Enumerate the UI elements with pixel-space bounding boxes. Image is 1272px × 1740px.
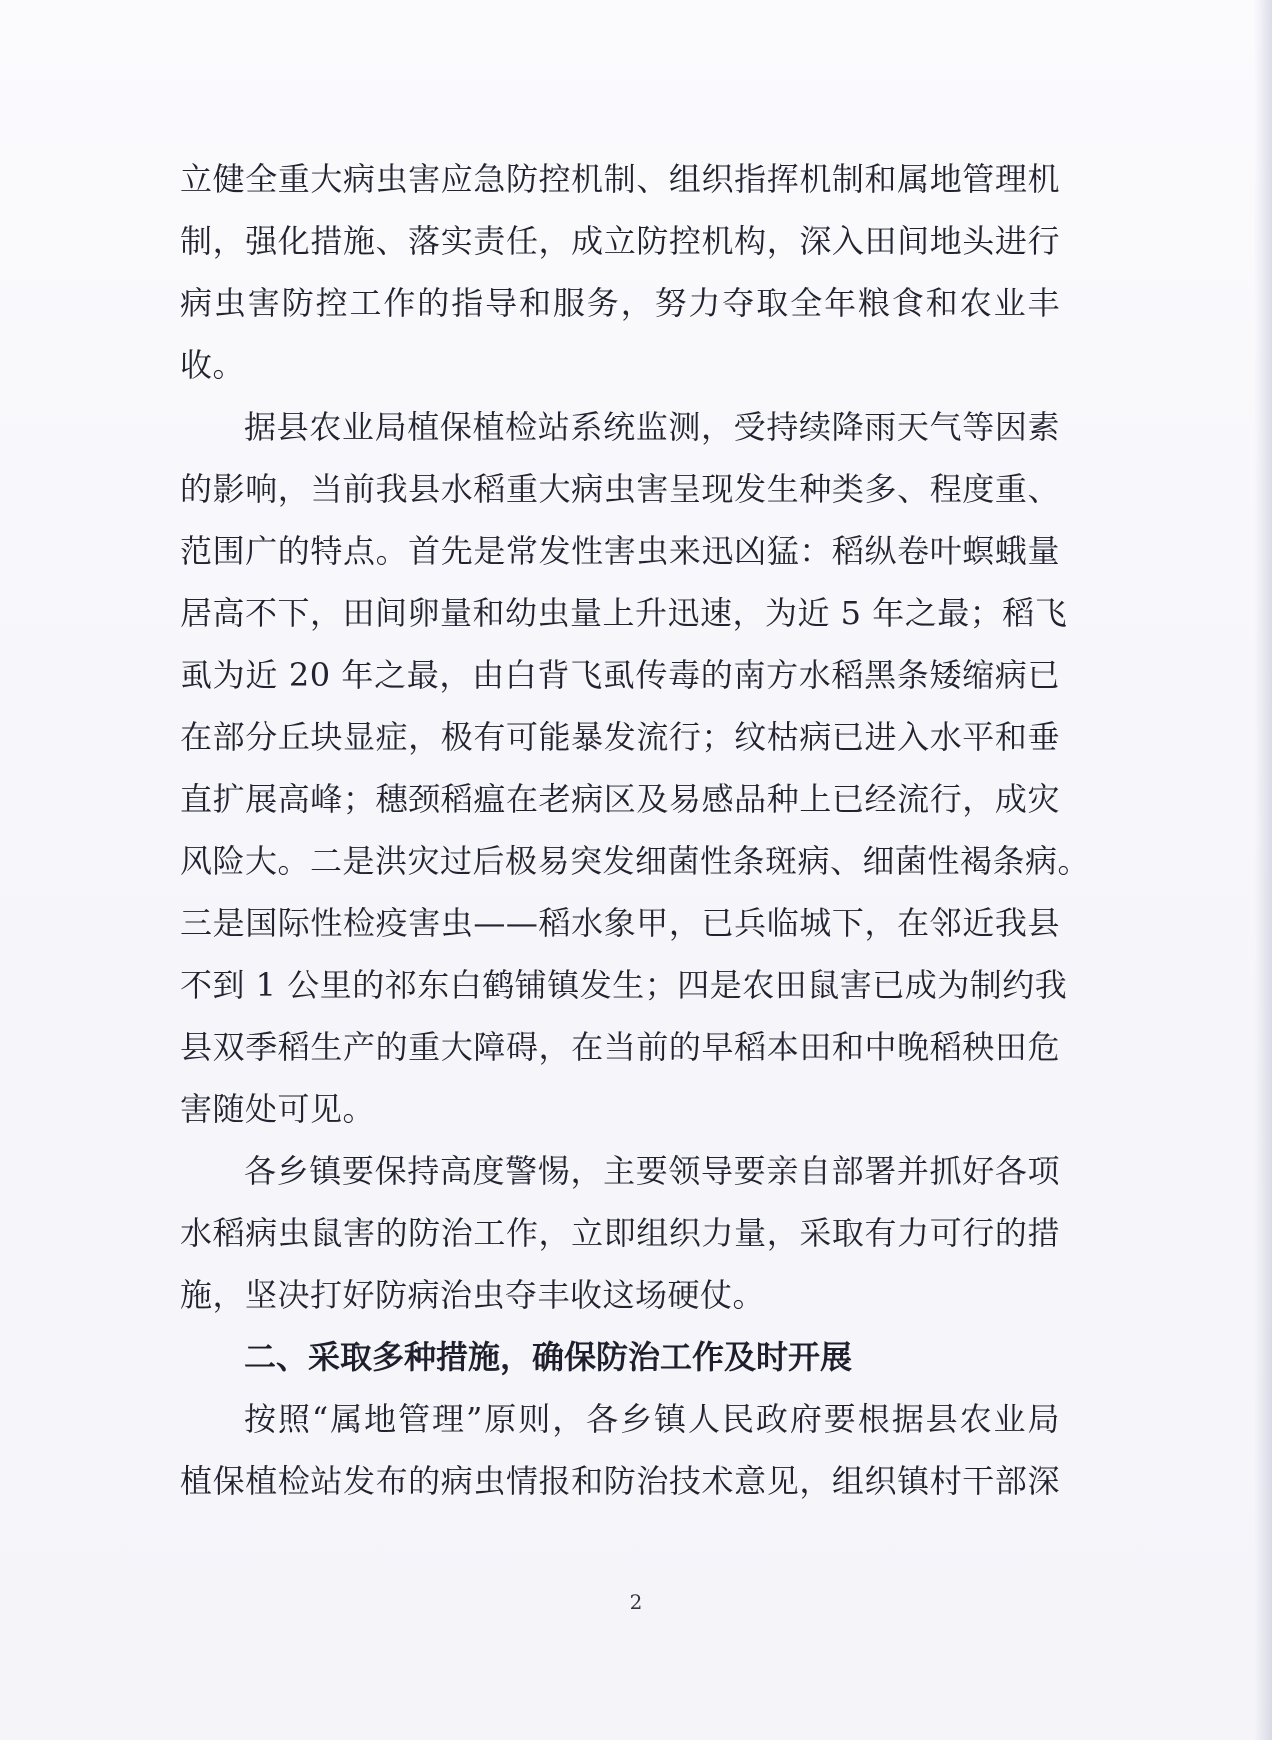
document-body	[180, 148, 1091, 1512]
text-line: 害随处可见。	[180, 1090, 376, 1128]
text-line: 虱为近 20 年之最，由白背飞虱传毒的南方水稻黑条矮缩病已	[180, 656, 1060, 694]
text-line: 居高不下，田间卵量和幼虫量上升迅速，为近 5 年之最；稻飞	[180, 594, 1068, 632]
text-line: 三是国际性检疫害虫——稻水象甲，已兵临城下，在邻近我县	[180, 904, 1060, 942]
text-line: 植保植检站发布的病虫情报和防治技术意见，组织镇村干部深	[180, 1462, 1060, 1500]
text-line: 县双季稻生产的重大障碍，在当前的早稻本田和中晚稻秧田危	[180, 1028, 1060, 1066]
page-number: 2	[629, 1590, 643, 1614]
scan-edge-shadow	[1254, 0, 1272, 1740]
text-line: 不到 1 公里的祁东白鹤铺镇发生；四是农田鼠害已成为制约我	[180, 966, 1068, 1004]
text-line: 水稻病虫鼠害的防治工作，立即组织力量，采取有力可行的措	[180, 1214, 1060, 1252]
text-line: 收。	[180, 346, 246, 384]
text-line: 据县农业局植保植检站系统监测，受持续降雨天气等因素	[244, 408, 1060, 446]
text-line: 的影响，当前我县水稻重大病虫害呈现发生种类多、程度重、	[180, 470, 1060, 508]
text-line: 范围广的特点。首先是常发性害虫来迅凶猛：稻纵卷叶螟蛾量	[180, 532, 1060, 570]
text-line: 制，强化措施、落实责任，成立防控机构，深入田间地头进行	[180, 222, 1060, 260]
section-heading: 二、采取多种措施，确保防治工作及时开展	[244, 1338, 853, 1376]
text-line: 风险大。二是洪灾过后极易突发细菌性条斑病、细菌性褐条病。	[180, 842, 1091, 880]
text-line: 立健全重大病虫害应急防控机制、组织指挥机制和属地管理机	[180, 160, 1060, 198]
text-line: 病虫害防控工作的指导和服务，努力夺取全年粮食和农业丰	[180, 284, 1060, 322]
text-line: 在部分丘块显症，极有可能暴发流行；纹枯病已进入水平和垂	[180, 718, 1060, 756]
text-line: 施，坚决打好防病治虫夺丰收这场硬仗。	[180, 1276, 766, 1314]
text-line: 各乡镇要保持高度警惕，主要领导要亲自部署并抓好各项	[244, 1152, 1060, 1190]
text-line: 直扩展高峰；穗颈稻瘟在老病区及易感品种上已经流行，成灾	[180, 780, 1060, 818]
text-line: 按照“属地管理”原则，各乡镇人民政府要根据县农业局	[244, 1400, 1060, 1438]
